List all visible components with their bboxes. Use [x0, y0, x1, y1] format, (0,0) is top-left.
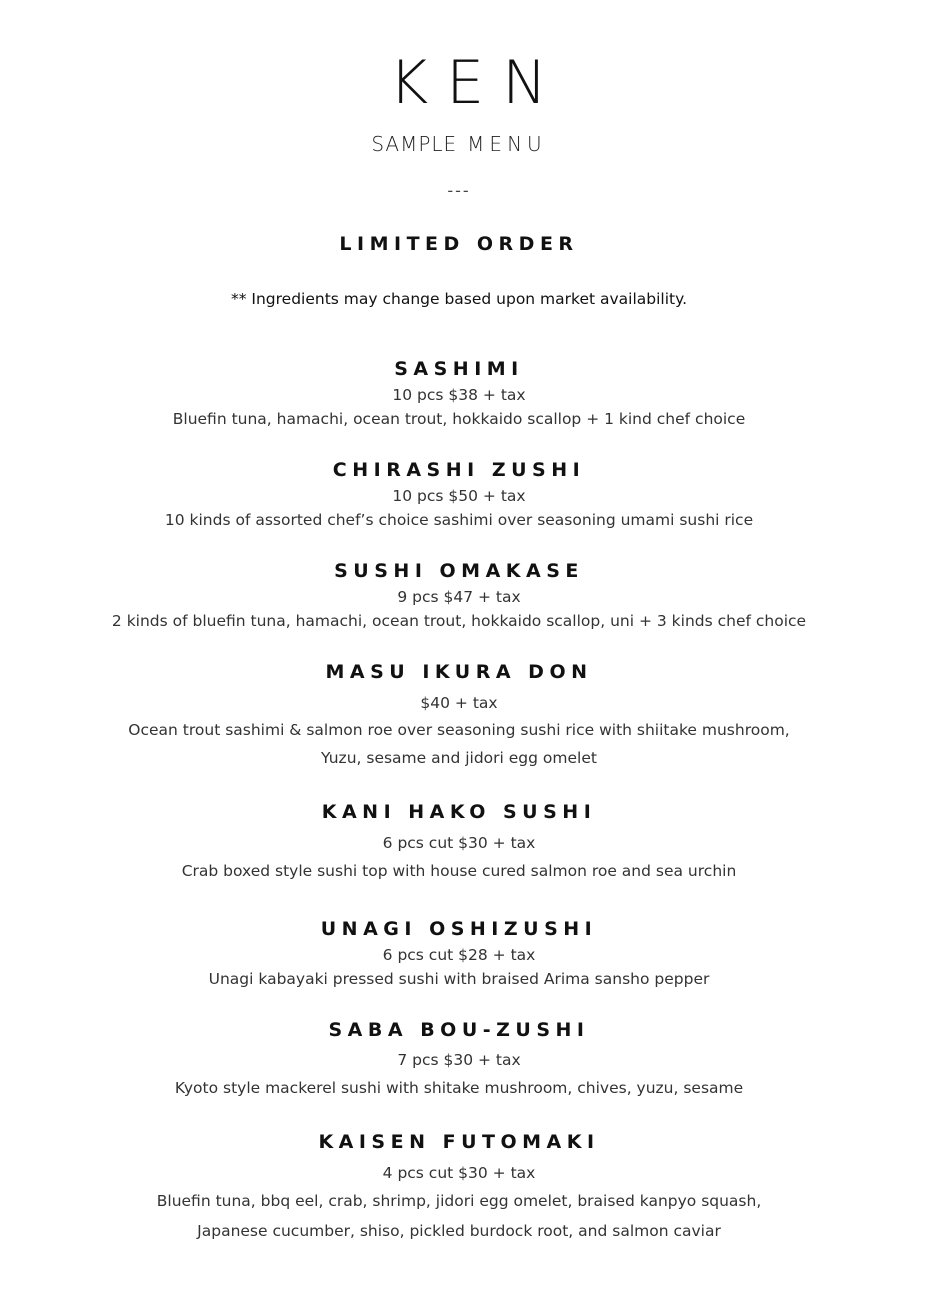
section-title: LIMITED ORDER — [339, 233, 579, 255]
divider: --- — [447, 181, 471, 200]
item-price: 10 pcs $38 + tax — [392, 386, 526, 404]
item-name: KANI HAKO SUSHI — [321, 801, 597, 823]
item-price: 9 pcs $47 + tax — [397, 588, 521, 606]
item-description: Kyoto style mackerel sushi with shitake mushroom, chives, yuzu, sesame — [174, 1079, 744, 1097]
item-description: Crab boxed style sushi top with house cured salmon roe and sea urchin — [181, 862, 737, 880]
item-description: 2 kinds of bluefin tuna, hamachi, ocean trout, hokkaido scallop, uni + 3 kinds chef choice — [111, 612, 807, 630]
item-description: Ocean trout sashimi & salmon roe over seasoning sushi rice with shiitake mushroom, — [128, 721, 790, 739]
item-name: KAISEN FUTOMAKI — [318, 1131, 600, 1153]
subtitle-sample: SAMPLE — [371, 132, 458, 156]
item-description: Bluefin tuna, hamachi, ocean trout, hokkaido scallop + 1 kind chef choice — [172, 410, 746, 428]
item-price: 4 pcs cut $30 + tax — [382, 1164, 536, 1182]
item-description: Bluefin tuna, bbq eel, crab, shrimp, jidori egg omelet, braised kanpyo squash, — [156, 1192, 762, 1210]
availability-note: ** Ingredients may change based upon market availability. — [230, 290, 688, 308]
item-description: Japanese cucumber, shiso, pickled burdock root, and salmon caviar — [197, 1222, 721, 1240]
item-description: Unagi kabayaki pressed sushi with braised Arima sansho pepper — [208, 970, 710, 988]
item-price: $40 + tax — [420, 694, 498, 712]
item-price: 6 pcs cut $30 + tax — [382, 834, 536, 852]
item-name: SABA BOU-ZUSHI — [328, 1019, 590, 1041]
item-name: SASHIMI — [394, 358, 524, 380]
item-price: 7 pcs $30 + tax — [397, 1051, 521, 1069]
menu-subtitle — [0, 131, 918, 157]
item-description: 10 kinds of assorted chef’s choice sashimi over seasoning umami sushi rice — [164, 511, 754, 529]
restaurant-name: KEN — [388, 48, 566, 118]
item-name: MASU IKURA DON — [325, 661, 593, 683]
item-name: CHIRASHI ZUSHI — [332, 459, 586, 481]
item-price: 6 pcs cut $28 + tax — [382, 946, 536, 964]
item-name: UNAGI OSHIZUSHI — [320, 918, 598, 940]
item-description: Yuzu, sesame and jidori egg omelet — [321, 749, 597, 767]
item-price: 10 pcs $50 + tax — [392, 487, 526, 505]
subtitle-menu: MENU — [467, 132, 547, 156]
item-name: SUSHI OMAKASE — [334, 560, 584, 582]
